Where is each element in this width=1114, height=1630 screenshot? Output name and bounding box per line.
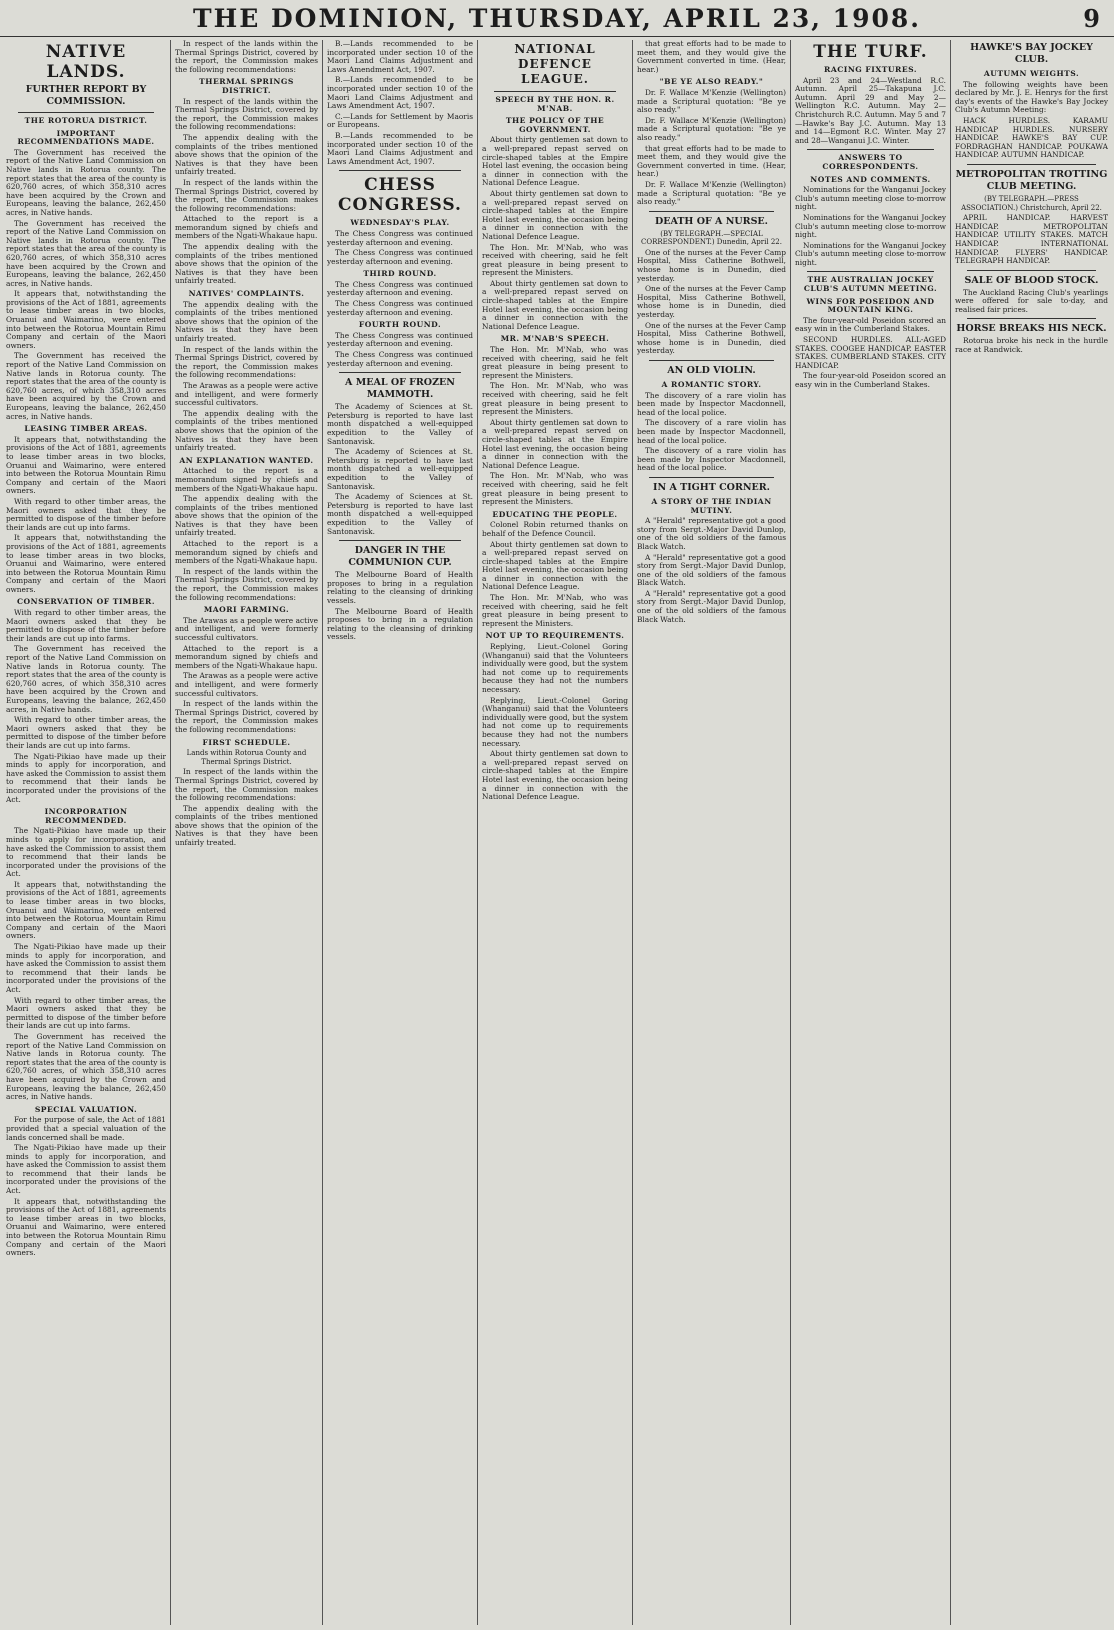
section-heading: NATIVES' COMPLAINTS. (188, 289, 305, 299)
section-heading: SPECIAL VALUATION. (34, 1104, 138, 1114)
article-paragraph: About thirty gentlemen sat down to a well-prepared repast served on circle-shaped tables at the Empire Hotel last evening, the occasion being a dinner in connection with the National Defence League. (482, 417, 628, 470)
article-paragraph: With regard to other timber areas, the Maori owners asked that they be permitted to dispose of the timber before their lands are cut up into farms. (6, 608, 166, 643)
article-paragraph: Nominations for the Wanganui Jockey Club's autumn meeting close to-morrow night. (795, 185, 946, 212)
article-paragraph: The Government has received the report of the Native Land Commission on Native lands in Rotorua county. The report states that the area of the county is 620,760 acres, of which 358,310 acres have been acquired by the Crown and Europeans, leaving the balance, 262,450 acres, in Native hands. (6, 147, 166, 217)
race-weights: HACK HURDLES. KARAMU HANDICAP HURDLES. NURSERY HANDICAP. HAWKE'S BAY CUP. FORDRAGHAN HANDICAP. POUKAWA HANDICAP. AUTUMN HANDICAP. (955, 115, 1108, 160)
article-paragraph: In respect of the lands within the Thermal Springs District, covered by the report, the Commission makes the following recommendations: (175, 566, 318, 602)
article-paragraph: With regard to other timber areas, the Maori owners asked that they be permitted to dispose of the timber before their lands are cut up into farms. (6, 715, 166, 750)
headline: CHESS CONGRESS. (338, 175, 462, 216)
article-paragraph: The Arawas as a people were active and intelligent, and were formerly successful cultivators. (175, 671, 318, 698)
section-heading: THE POLICY OF THE GOVERNMENT. (505, 116, 605, 134)
article-paragraph: The Ngati-Pikiao have made up their minds to apply for incorporation, and have asked the Commission to assist them to recommend that their lands be incorporated under the provisions of the Act. (6, 1143, 166, 1196)
article-paragraph: The discovery of a rare violin has been made by Inspector Macdonnell, head of the local police. (637, 390, 786, 417)
headline: DANGER IN THE COMMUNION CUP. (348, 545, 452, 569)
article-paragraph: With regard to other timber areas, the Maori owners asked that they be permitted to dispose of the timber before their lands are cut up into farms. (6, 995, 166, 1031)
column-hawkes-bay (955, 40, 1108, 1625)
section-heading: THIRD ROUND. (363, 269, 437, 279)
article-paragraph: A "Herald" representative got a good story from Sergt.-Major David Dunlop, one of the old soldiers of the famous Black Watch. (637, 516, 786, 551)
fixtures-list: April 23 and 24—Westland R.C. Autumn. April 25—Takapuna J.C. Autumn. April 29 and May 2—Wellington R.C. Autumn. May 2—Christchurch R.C. Autumn. May 5 and 7—Hawke's Bay J.C. Autumn. May 13 and 14—Egmont R.C. Winter. May 27 and 28—Wanganui J.C. Winter. (795, 75, 946, 145)
results-list: SECOND HURDLES. ALL-AGED STAKES. COOGEE HANDICAP. EASTER STAKES. CUMBERLAND STAKES. CITY HANDICAP. (795, 335, 946, 370)
article-paragraph: Colonel Robin returned thanks on behalf of the Defence Council. (482, 520, 628, 538)
column-defence-league (482, 40, 628, 1625)
article-paragraph: The appendix dealing with the complaints of the tribes mentioned above shows that the opinion of the Natives is that they have been unfairly treated. (175, 242, 318, 286)
article-paragraph: C.—Lands for Settlement by Maoris or Europeans. (327, 111, 473, 130)
headline: AN OLD VIOLIN. (667, 365, 756, 376)
subheadline: FURTHER REPORT BY COMMISSION. (25, 84, 147, 107)
article-paragraph: The Academy of Sciences at St. Petersburg is reported to have last month dispatched a well-equipped expedition to the Valley of Santonavisk. (327, 447, 473, 491)
column-native-lands (6, 40, 166, 1625)
article-paragraph: One of the nurses at the Fever Camp Hospital, Miss Catherine Bothwell, whose home is in Dunedin, died yesterday. (637, 247, 786, 283)
article-paragraph: Nominations for the Wanganui Jockey Club's autumn meeting close to-morrow night. (795, 212, 946, 240)
article-paragraph: About thirty gentlemen sat down to a well-prepared repast served on circle-shaped tables at the Empire Hotel last evening, the occasion being a dinner in connection with the National Defence League. (482, 188, 628, 241)
article-paragraph: The Arawas as a people were active and intelligent, and were formerly successful cultivators. (175, 615, 318, 642)
column-misc-news (637, 40, 786, 1625)
article-paragraph: Attached to the report is a memorandum signed by chiefs and members of the Ngati-Whakaue hapu. (175, 643, 318, 670)
article-paragraph: Nominations for the Wanganui Jockey Club's autumn meeting close to-morrow night. (795, 240, 946, 267)
article-paragraph: The Chess Congress was continued yesterday afternoon and evening. (327, 279, 473, 298)
headline: HORSE BREAKS HIS NECK. (956, 323, 1107, 335)
section-heading: THERMAL SPRINGS DISTRICT. (199, 77, 294, 95)
article-paragraph: The Government has received the report of the Native Land Commission on Native lands in Rotorua county. The report states that the area of the county is 620,760 acres, of which 358,310 acres have been acquired by the Crown and Europeans, leaving the balance, 262,450 acres, in Native hands. (6, 1031, 166, 1102)
article-paragraph: One of the nurses at the Fever Camp Hospital, Miss Catherine Bothwell, whose home is in Dunedin, died yesterday. (637, 284, 786, 320)
headline: HAWKE'S BAY JOCKEY CLUB. (970, 42, 1093, 65)
headline: METROPOLITAN TROTTING CLUB MEETING. (955, 168, 1108, 192)
article-paragraph: that great efforts had to be made to meet them, and they would give the Government converted in time. (Hear, hear.) (637, 143, 786, 179)
byline: (BY TELEGRAPH.—SPECIAL CORRESPONDENT.) Dunedin, April 22. (641, 229, 782, 247)
column-rule (950, 40, 951, 1625)
headline: NATIONAL DEFENCE LEAGUE. (514, 42, 596, 86)
column-turf (795, 40, 946, 1625)
column-native-lands-cont (175, 40, 318, 1625)
article-paragraph: The Ngati-Pikiao have made up their minds to apply for incorporation, and have asked the Commission to assist them to recommend that their lands be incorporated under the provisions of the Act. (6, 751, 166, 804)
masthead-title: THE DOMINION, THURSDAY, APRIL 23, 1908. (193, 4, 921, 33)
section-heading: SPEECH BY THE HON. R. M'NAB. (495, 95, 615, 113)
article-paragraph: With regard to other timber areas, the Maori owners asked that they be permitted to dispose of the timber before their lands are cut up into farms. (6, 496, 166, 532)
article-paragraph: In respect of the lands within the Thermal Springs District, covered by the report, the Commission makes the following recommendations: (175, 699, 318, 734)
article-paragraph: One of the nurses at the Fever Camp Hospital, Miss Catherine Bothwell, whose home is in Dunedin, died yesterday. (637, 320, 786, 356)
article-paragraph: The four-year-old Poseidon scored an easy win in the Cumberland Stakes. (795, 315, 946, 334)
article-paragraph: About thirty gentlemen sat down to a well-prepared repast served on circle-shaped tables at the Empire Hotel last evening, the occasion being a dinner in connection with the National Defence League. (482, 135, 628, 188)
article-paragraph: B.—Lands recommended to be incorporated under section 10 of the Maori Land Claims Adjustment and Laws Amendment Act, 1907. (327, 40, 473, 74)
section-heading: EDUCATING THE PEOPLE. (492, 509, 618, 519)
article-paragraph: About thirty gentlemen sat down to a well-prepared repast served on circle-shaped tables at the Empire Hotel last evening, the occasion being a dinner in connection with the National Defence League. (482, 278, 628, 331)
headline: DEATH OF A NURSE. (655, 215, 768, 227)
section-heading: AUTUMN WEIGHTS. (983, 69, 1080, 78)
article-paragraph: The appendix dealing with the complaints of the tribes mentioned above shows that the opinion of the Natives is that they have been unfairly treated. (175, 803, 318, 848)
article-paragraph: In respect of the lands within the Thermal Springs District, covered by the report, the Commission makes the following recommendations: (175, 40, 318, 74)
column-rule (632, 40, 633, 1625)
article-paragraph: The Hon. Mr. M'Nab, who was received with cheering, said he felt great pleasure in being present to represent the Ministers. (482, 242, 628, 278)
section-subheading: Lands within Rotorua County and Thermal Springs District. (186, 749, 307, 766)
section-heading: IMPORTANT RECOMMENDATIONS MADE. (17, 128, 155, 147)
column-rule (170, 40, 171, 1625)
section-heading: INCORPORATION RECOMMENDED. (44, 807, 128, 825)
column-rule (322, 40, 323, 1625)
section-heading: FIRST SCHEDULE. (202, 737, 291, 747)
section-heading: NOTES AND COMMENTS. (810, 174, 931, 184)
article-paragraph: The following weights have been declared by Mr. J. E. Henrys for the first day's events of the Hawke's Bay Jockey Club's Autumn Meeting: (955, 79, 1108, 115)
article-paragraph: The Chess Congress was continued yesterday afternoon and evening. (327, 248, 473, 266)
article-paragraph: Dr. F. Wallace M'Kenzie (Wellington) made a Scriptural quotation: "Be ye also ready." (637, 179, 786, 207)
article-paragraph: The Ngati-Pikiao have made up their minds to apply for incorporation, and have asked the Commission to assist them to recommend that their lands be incorporated under the provisions of the Act. (6, 942, 166, 994)
article-paragraph: The discovery of a rare violin has been made by Inspector Macdonnell, head of the local police. (637, 446, 786, 473)
article-paragraph: It appears that, notwithstanding the provisions of the Act of 1881, agreements to lease timber areas in two blocks, Oruanui and Waimarino, were entered into between the Rotorua Mountain Rimu Company and certain of the Maori owners. (6, 289, 166, 350)
article-paragraph: The discovery of a rare violin has been made by Inspector Macdonnell, head of the local police. (637, 418, 786, 445)
article-paragraph: Dr. F. Wallace M'Kenzie (Wellington) made a Scriptural quotation: "Be ye also ready." (637, 115, 786, 142)
article-paragraph: Rotorua broke his neck in the hurdle race at Randwick. (955, 336, 1108, 355)
article-paragraph: Attached to the report is a memorandum signed by chiefs and members of the Ngati-Whakaue hapu. (175, 466, 318, 493)
article-paragraph: The Chess Congress was continued yesterday afternoon and evening. (327, 228, 473, 247)
article-paragraph: The appendix dealing with the complaints of the tribes mentioned above shows that the opinion of the Natives is that they have been unfairly treated. (175, 132, 318, 177)
headline: IN A TIGHT CORNER. (653, 481, 770, 493)
article-paragraph: that great efforts had to be made to meet them, and they would give the Government converted in time. (Hear, hear.) (637, 40, 786, 74)
article-paragraph: A "Herald" representative got a good story from Sergt.-Major David Dunlop, one of the old soldiers of the famous Black Watch. (637, 588, 786, 624)
article-paragraph: The Academy of Sciences at St. Petersburg is reported to have last month dispatched a well-equipped expedition to the Valley of Santonavisk. (327, 492, 473, 536)
byline: (BY TELEGRAPH.—PRESS ASSOCIATION.) Christchurch, April 22. (961, 194, 1102, 212)
section-heading: CONSERVATION OF TIMBER. (16, 597, 155, 607)
article-paragraph: In respect of the lands within the Thermal Springs District, covered by the report, the Commission makes the following recommendations: (175, 344, 318, 380)
article-paragraph: The Hon. Mr. M'Nab, who was received with cheering, said he felt great pleasure in being present to represent the Ministers. (482, 593, 628, 628)
article-paragraph: The appendix dealing with the complaints of the tribes mentioned above shows that the opinion of the Natives is that they have been unfairly treated. (175, 299, 318, 343)
section-heading: ANSWERS TO CORRESPONDENTS. (822, 153, 919, 171)
section-heading: AN EXPLANATION WANTED. (179, 455, 314, 465)
section-heading: FOURTH ROUND. (358, 320, 442, 330)
article-paragraph: It appears that, notwithstanding the provisions of the Act of 1881, agreements to lease timber areas in two blocks, Oruanui and Waimarino, were entered into between the Rotorua Mountain Rimu Company and certain of the Maori owners. (6, 879, 166, 941)
headline: SALE OF BLOOD STOCK. (964, 274, 1099, 286)
article-paragraph: For the purpose of sale, the Act of 1881 provided that a special valuation of the lands concerned shall be made. (6, 1115, 166, 1142)
section-heading: A STORY OF THE INDIAN MUTINY. (651, 496, 772, 515)
headline: NATIVE LANDS. (45, 42, 127, 82)
article-paragraph: About thirty gentlemen sat down to a well-prepared repast served on circle-shaped tables at the Empire Hotel last evening, the occasion being a dinner in connection with the National Defence League. (482, 539, 628, 592)
article-paragraph: B.—Lands recommended to be incorporated under section 10 of the Maori Land Claims Adjustment and Laws Amendment Act, 1907. (327, 75, 473, 111)
section-heading: THE ROTORUA DISTRICT. (24, 116, 148, 125)
article-paragraph: The Auckland Racing Club's yearlings were offered for sale to-day, and realised fair prices. (955, 287, 1108, 314)
section-heading: A ROMANTIC STORY. (661, 380, 762, 389)
section-heading: THE AUSTRALIAN JOCKEY CLUB'S AUTUMN MEETING. (803, 275, 938, 294)
column-rule (790, 40, 791, 1625)
article-paragraph: The Chess Congress was continued yesterday afternoon and evening. (327, 299, 473, 317)
article-paragraph: Replying, Lieut.-Colonel Goring (Whanganui) said that the Volunteers individually were good, but the system had not come up to requirements because they had not the numbers necessary. (482, 695, 628, 748)
article-paragraph: Replying, Lieut.-Colonel Goring (Whanganui) said that the Volunteers individually were good, but the system had not come up to requirements because they had not the numbers necessary. (482, 642, 628, 694)
article-paragraph: The Academy of Sciences at St. Petersburg is reported to have last month dispatched a well-equipped expedition to the Valley of Santonavisk. (327, 402, 473, 446)
column-chess (327, 40, 473, 1625)
article-paragraph: The Melbourne Board of Health proposes to bring in a regulation relating to the cleansing of drinking vessels. (327, 570, 473, 605)
article-paragraph: A "Herald" representative got a good story from Sergt.-Major David Dunlop, one of the old soldiers of the famous Black Watch. (637, 552, 786, 588)
section-heading: WINS FOR POSEIDON AND MOUNTAIN KING. (806, 296, 935, 315)
article-paragraph: The Government has received the report of the Native Land Commission on Native lands in Rotorua county. The report states that the area of the county is 620,760 acres, of which 358,310 acres have been acquired by the Crown and Europeans, leaving the balance, 262,450 acres, in Native hands. (6, 351, 166, 421)
article-paragraph: The Arawas as a people were active and intelligent, and were formerly successful cultivators. (175, 380, 318, 408)
article-paragraph: The appendix dealing with the complaints of the tribes mentioned above shows that the opinion of the Natives is that they have been unfairly treated. (175, 408, 318, 453)
section-heading: RACING FIXTURES. (824, 65, 917, 74)
article-paragraph: The appendix dealing with the complaints of the tribes mentioned above shows that the opinion of the Natives is that they have been unfairly treated. (175, 494, 318, 538)
masthead (0, 0, 1114, 37)
headline: THE TURF. (813, 42, 928, 62)
article-paragraph: In respect of the lands within the Thermal Springs District, covered by the report, the Commission makes the following recommendations: (175, 767, 318, 803)
section-heading: MR. M'NAB'S SPEECH. (500, 334, 610, 344)
article-paragraph: It appears that, notwithstanding the provisions of the Act of 1881, agreements to lease timber areas in two blocks, Oruanui and Waimarino, were entered into between the Rotorua Mountain Rimu Company and certain of the Maori owners. (6, 533, 166, 594)
article-paragraph: In respect of the lands within the Thermal Springs District, covered by the report, the Commission makes the following recommendations: (175, 96, 318, 132)
article-paragraph: The Government has received the report of the Native Land Commission on Native lands in Rotorua county. The report states that the area of the county is 620,760 acres, of which 358,310 acres have been acquired by the Crown and Europeans, leaving the balance, 262,450 acres, in Native hands. (6, 218, 166, 288)
article-paragraph: In respect of the lands within the Thermal Springs District, covered by the report, the Commission makes the following recommendations: (175, 177, 318, 213)
article-paragraph: It appears that, notwithstanding the provisions of the Act of 1881, agreements to lease timber areas in two blocks, Oruanui and Waimarino, were entered into between the Rotorua Mountain Rimu Company and certain of the Maori owners. (6, 434, 166, 496)
section-heading: WEDNESDAY'S PLAY. (350, 218, 450, 228)
article-paragraph: B.—Lands recommended to be incorporated under section 10 of the Maori Land Claims Adjustment and Laws Amendment Act, 1907. (327, 130, 473, 166)
section-heading: NOT UP TO REQUIREMENTS. (485, 631, 625, 641)
results-list: APRIL HANDICAP. HARVEST HANDICAP. METROPOLITAN HANDICAP. UTILITY STAKES. MATCH HANDICAP. INTERNATIONAL HANDICAP. FLYERS' HANDICAP. TELEGRAPH HANDICAP. (955, 213, 1108, 266)
article-paragraph: The Hon. Mr. M'Nab, who was received with cheering, said he felt great pleasure in being present to represent the Ministers. (482, 471, 628, 507)
article-paragraph: The Chess Congress was continued yesterday afternoon and evening. (327, 330, 473, 349)
page-number: 9 (1083, 4, 1100, 33)
article-paragraph: The Government has received the report of the Native Land Commission on Native lands in Rotorua county. The report states that the area of the county is 620,760 acres, of which 358,310 acres have been acquired by the Crown and Europeans, leaving the balance, 262,450 acres, in Native hands. (6, 644, 166, 714)
article-paragraph: It appears that, notwithstanding the provisions of the Act of 1881, agreements to lease timber areas in two blocks, Oruanui and Waimarino, were entered into between the Rotorua Mountain Rimu Company and certain of the Maori owners. (6, 1196, 166, 1258)
section-heading: LEASING TIMBER AREAS. (24, 424, 148, 434)
article-paragraph: Attached to the report is a memorandum signed by chiefs and members of the Ngati-Whakaue hapu. (175, 214, 318, 241)
article-paragraph: The Hon. Mr. M'Nab, who was received with cheering, said he felt great pleasure in being present to represent the Ministers. (482, 345, 628, 380)
article-paragraph: Dr. F. Wallace M'Kenzie (Wellington) made a Scriptural quotation: "Be ye also ready." (637, 87, 786, 115)
column-rule (477, 40, 478, 1625)
article-paragraph: The Hon. Mr. M'Nab, who was received with cheering, said he felt great pleasure in being present to represent the Ministers. (482, 381, 628, 417)
article-paragraph: Attached to the report is a memorandum signed by chiefs and members of the Ngati-Whakaue hapu. (175, 539, 318, 566)
article-paragraph: The Melbourne Board of Health proposes to bring in a regulation relating to the cleansing of drinking vessels. (327, 606, 473, 642)
article-paragraph: The Ngati-Pikiao have made up their minds to apply for incorporation, and have asked the Commission to assist them to recommend that their lands be incorporated under the provisions of the Act. (6, 826, 166, 879)
section-heading: MAORI FARMING. (203, 605, 290, 615)
headline: A MEAL OF FROZEN MAMMOTH. (345, 377, 455, 401)
article-paragraph: The Chess Congress was continued yesterday afternoon and evening. (327, 350, 473, 368)
article-paragraph: The four-year-old Poseidon scored an easy win in the Cumberland Stakes. (795, 371, 946, 389)
article-paragraph: About thirty gentlemen sat down to a well-prepared repast served on circle-shaped tables at the Empire Hotel last evening, the occasion being a dinner in connection with the National Defence League. (482, 749, 628, 802)
section-heading: "BE YE ALSO READY." (659, 77, 764, 87)
